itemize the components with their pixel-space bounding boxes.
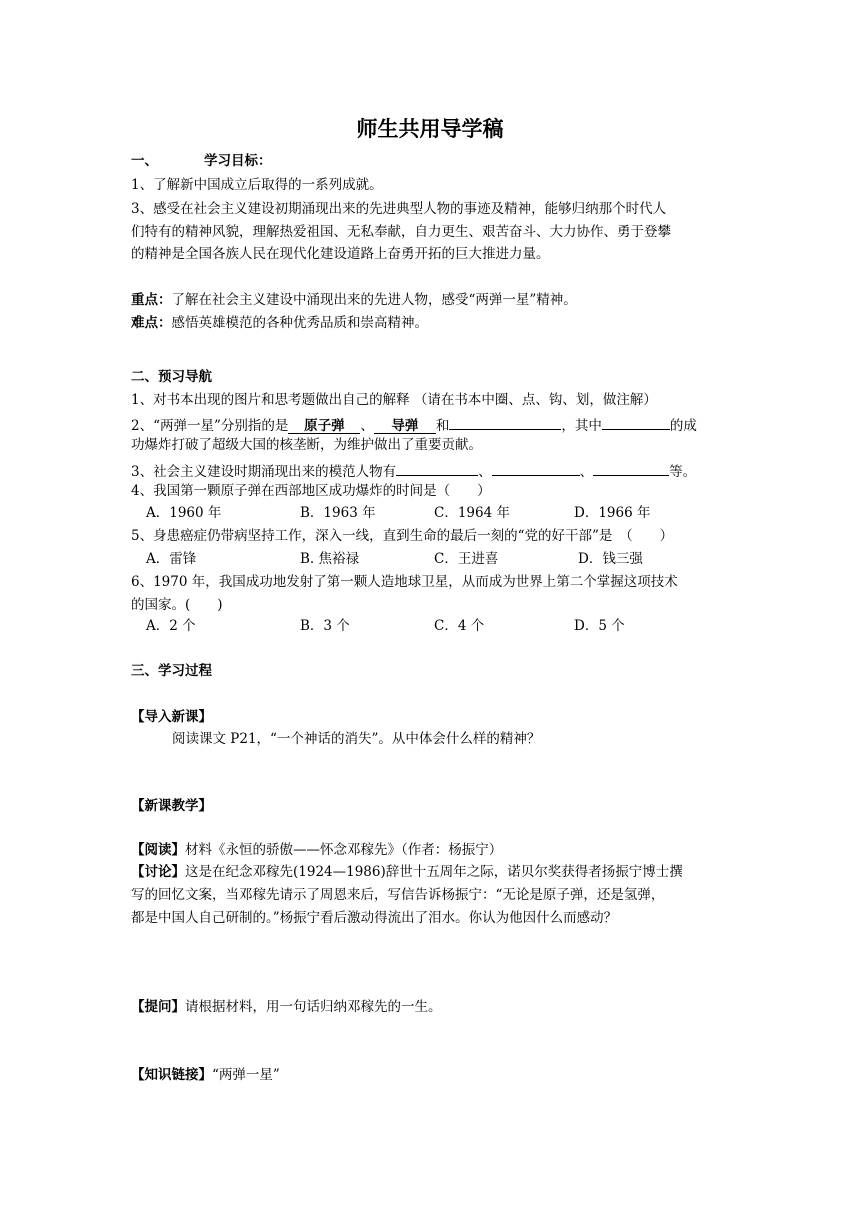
question-3 (131, 458, 696, 482)
discussion-text-2: 写的回忆文案，当邓稼先请示了周恩来后，写信告诉杨振宁：“无论是原子弹，还是氢弹， (131, 887, 665, 903)
key-point-label: 重点： (131, 292, 172, 308)
question-2 (131, 412, 697, 436)
answer-blank-1[interactable]: 原子弹 (288, 416, 360, 434)
key-point (131, 290, 577, 310)
discussion (131, 862, 683, 882)
question-4-option-c[interactable]: C．1964 年 (434, 505, 510, 521)
separator: 、 (360, 418, 374, 434)
question-6-option-b[interactable]: B．3 个 (300, 618, 350, 634)
section-1-title: 学习目标： (204, 153, 272, 169)
question-4: 4、我国第一颗原子弹在西部地区成功爆炸的时间是（ ） (131, 483, 491, 499)
question-2-line-2: 功爆炸打破了超级大国的核垄断，为维护做出了重要贡献。 (131, 437, 482, 453)
question-4-option-b[interactable]: B．1963 年 (300, 505, 376, 521)
separator: 、 (478, 464, 492, 480)
answer-blank-5[interactable] (396, 458, 478, 476)
question-2-prompt: 2、“两弹一星”分别指的是 (131, 418, 289, 434)
question-4-option-a[interactable]: A．1960 年 (146, 505, 222, 521)
answer-blank-6[interactable] (492, 458, 580, 476)
separator: 、 (579, 464, 594, 480)
intro-text: 阅读课文 P21，“一个神话的消失”。从中体会什么样的精神？ (172, 731, 541, 747)
discussion-tag: 【讨论】 (131, 864, 185, 880)
section-1-heading (131, 151, 272, 171)
objective-1: 1、了解新中国成立后取得的一系列成就。 (131, 177, 383, 193)
question-5: 5、身患癌症仍带病坚持工作，深入一线，直到生命的最后一刻的“党的好干部”是 （ ） (131, 528, 674, 544)
knowledge-link (131, 1065, 280, 1085)
difficult-point (131, 313, 428, 333)
reading-text: 材料《永恒的骄傲——怀念邓稼先》（作者：杨振宁） (185, 842, 503, 858)
question-2-end: 的成 (669, 418, 697, 434)
question-6-line-2: 的国家。( ) (131, 597, 223, 613)
section-3-heading: 三、学习过程 (131, 663, 212, 679)
question-6-option-a[interactable]: A．2 个 (146, 618, 196, 634)
difficult-point-text: 感悟英雄模范的各种优秀品质和崇高精神。 (171, 315, 428, 331)
question-tag: 【提问】 (131, 999, 185, 1015)
answer-blank-3[interactable] (449, 412, 561, 430)
answer-blank-2[interactable]: 导弹 (374, 416, 436, 434)
answer-blank-7[interactable] (593, 458, 669, 476)
difficult-point-label: 难点： (131, 315, 172, 331)
objective-3-line-3: 的精神是全国各族人民在现代化建设道路上奋勇开拓的巨大推进力量。 (131, 246, 550, 262)
question-3-prompt: 3、社会主义建设时期涌现出来的模范人物有 (131, 464, 397, 480)
question-4-option-d[interactable]: D．1966 年 (574, 505, 651, 521)
knowledge-link-tag: 【知识链接】 (131, 1067, 212, 1083)
objective-3-line-1: 3、感受在社会主义建设初期涌现出来的先进典型人物的事迹及精神，能够归纳那个时代人 (131, 201, 667, 217)
knowledge-link-text: “两弹一星” (212, 1067, 280, 1083)
discussion-text-1: 这是在纪念邓稼先(1924—1986)辞世十五周年之际，诺贝尔奖获得者扬振宁博士撰 (185, 864, 683, 880)
key-point-text: 了解在社会主义建设中涌现出来的先进人物，感受“两弹一星”精神。 (171, 292, 577, 308)
section-2-heading: 二、预习导航 (131, 369, 212, 385)
question-prompt (131, 997, 442, 1017)
conjunction: 和 (435, 418, 450, 434)
question-5-option-c[interactable]: C．王进喜 (434, 551, 499, 567)
question-6-option-d[interactable]: D．5 个 (574, 618, 625, 634)
question-6-option-c[interactable]: C．4 个 (434, 618, 485, 634)
intro-tag: 【导入新课】 (131, 709, 212, 725)
question-3-end: 等。 (669, 464, 697, 480)
question-5-option-d[interactable]: D．钱三强 (578, 551, 643, 567)
question-2-mid: ，其中 (561, 418, 602, 434)
objective-3-line-2: 们特有的精神风貌，理解热爱祖国、无私奉献，自力更生、艰苦奋斗、大力协作、勇于登攀 (131, 224, 671, 240)
question-1: 1、对书本出现的图片和思考题做出自己的解释 （请在书本中圈、点、钩、划，做注解） (131, 392, 657, 408)
section-1-number: 一、 (131, 153, 158, 169)
question-5-option-b[interactable]: B. 焦裕禄 (300, 551, 360, 567)
page-title: 师生共用导学稿 (356, 117, 504, 141)
reading-tag: 【阅读】 (131, 842, 185, 858)
answer-blank-4[interactable] (602, 412, 670, 430)
new-lesson-tag: 【新课教学】 (131, 798, 212, 814)
question-6-line-1: 6、1970 年，我国成功地发射了第一颗人造地球卫星，从而成为世界上第二个掌握这项技术 (131, 574, 678, 590)
question-text: 请根据材料，用一句话归纳邓稼先的一生。 (185, 999, 442, 1015)
discussion-text-3: 都是中国人自己研制的。”杨振宁看后激动得流出了泪水。你认为他因什么而感动？ (131, 910, 618, 926)
question-5-option-a[interactable]: A．雷锋 (146, 551, 197, 567)
reading (131, 840, 502, 860)
